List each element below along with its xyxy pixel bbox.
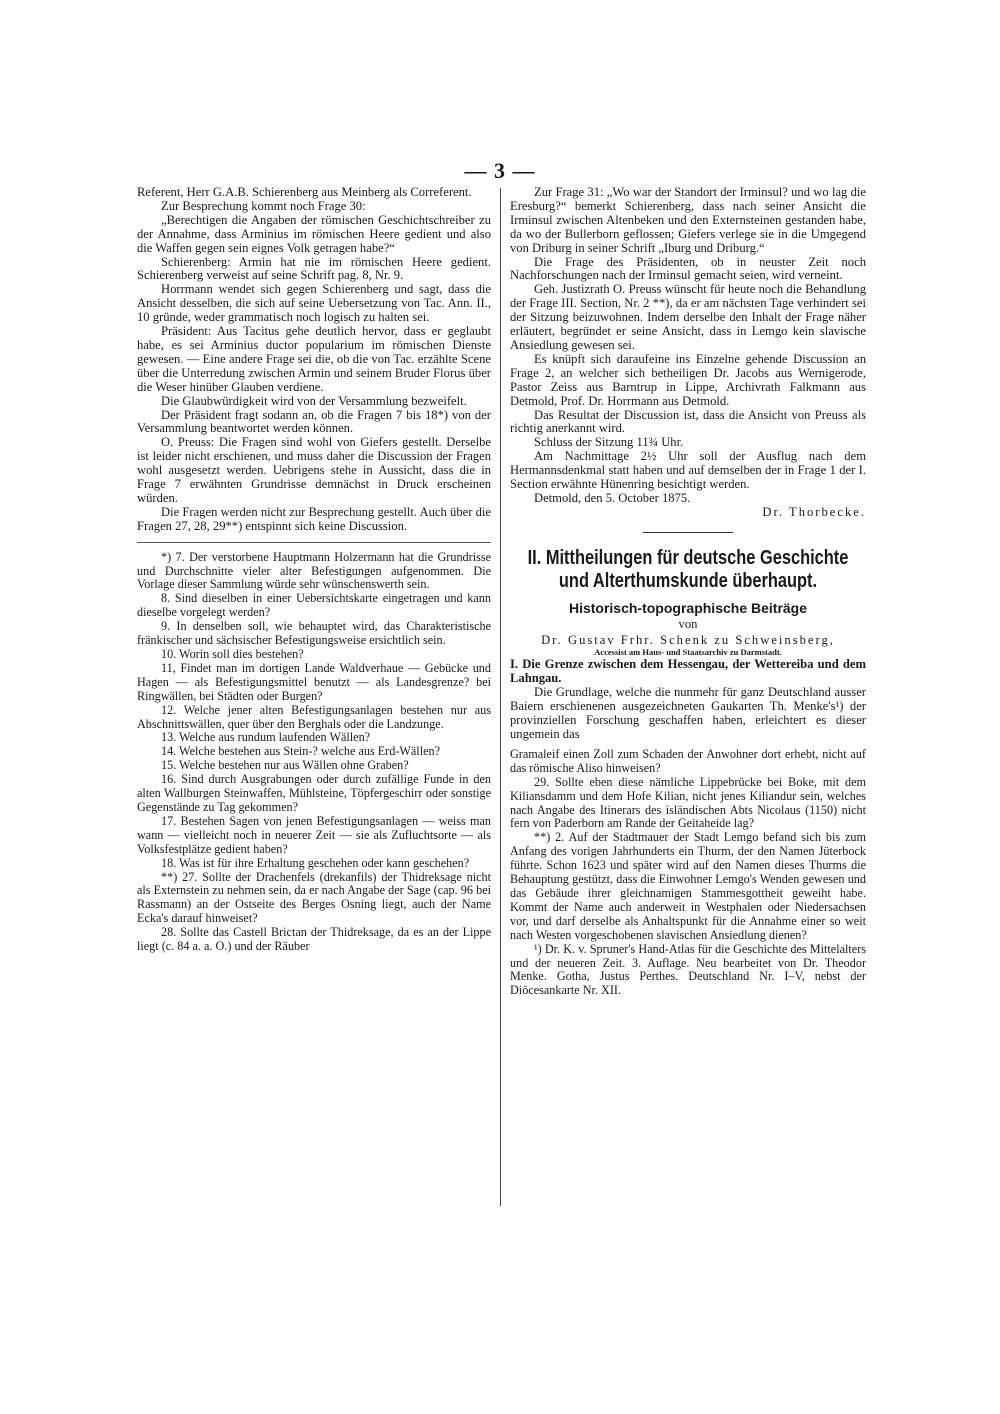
- left-column: [137, 186, 491, 954]
- paragraph: Die Fragen werden nicht zur Besprechung gestellt. Auch über die Fragen 27, 28, 29**) entspinnt sich keine Discussion.: [137, 504, 491, 533]
- footnote: 29. Sollte eben diese nämliche Lippebrücke bei Boke, mit dem Kiliansdamm und dem Hofe Kilian, nicht jenes Kiliandur sein, welches nach Angabe des Itinerars des isländischen Abts Nicolaus (1150) nicht fern von Paderborn am Rande der Geitaheide lag?: [510, 774, 866, 831]
- column-divider: [500, 188, 501, 1206]
- footnote: 14. Welche bestehen aus Stein-? welche aus Erd-Wällen?: [161, 744, 440, 759]
- right-column: [510, 186, 866, 998]
- paragraph: Es knüpft sich daraufeine ins Einzelne gehende Discussion an Frage 2, an welcher sich betheiligen Dr. Jacobs aus Wernigerode, Pastor Zeiss aus Barntrup in Lippe, Archivrath Falkmann aus Detmold, Prof. Dr. Horrmann aus Detmold.: [510, 351, 866, 408]
- paragraph: Der Präsident fragt sodann an, ob die Fragen 7 bis 18*) von der Versammlung beantwortet werden können.: [137, 407, 491, 436]
- paragraph: Am Nachmittage 2½ Uhr soll der Ausflug nach dem Hermannsdenkmal statt haben und auf demselben der in Frage 1 der I. Section erwähnte Hünenring besichtigt werden.: [510, 449, 866, 492]
- footnote: **) 2. Auf der Stadtmauer der Stadt Lemgo befand sich bis zum Anfang des vorigen Jahrhunderts ein Thurm, der den Namen Jüterbock führte. Schon 1623 und später wird auf den Namen dieses Thurms die Behauptung gestützt, dass die Einwohner Lemgo's Wenden gewesen und das Gebäude ihrer gleichnamigen Stammesgottheit geweiht habe. Kommt der Name auch anderweit in Westphalen oder Niedersachsen vor, und darf derselbe als Anhaltspunkt für die Annahme einer so weit nach Westen vorgeschobenen slavischen Ansiedlung dienen?: [510, 830, 866, 942]
- footnotes-left: [137, 551, 491, 954]
- section-title: II. Mittheilungen für deutsche Geschichte und Alterthumskunde überhaupt.: [527, 546, 849, 592]
- paragraph: Referent, Herr G.A.B. Schierenberg aus Meinberg als Correferent.: [137, 185, 472, 199]
- footnote-divider: [137, 542, 491, 543]
- footnote: *) 7. Der verstorbene Hauptmann Holzermann hat die Grundrisse und Durchschnitte vieler alter Befestigungen aufgenommen. Die Vorlage dieser Sammlung würde sehr wünschenswerth sein.: [137, 549, 491, 592]
- paragraph: Geh. Justizrath O. Preuss wünscht für heute noch die Behandlung der Frage III. Section, Nr. 2 **), da er am nächsten Tage verhindert sei der Sitzung beizuwohnen. Indem derselbe den Inhalt der Frage näher erläutert, begründet er seine Ansicht, dass in Lemgo kein slavische Ansiedlung gewesen sei.: [510, 282, 866, 352]
- footnote: 15. Welche bestehen nur aus Wällen ohne Graben?: [161, 758, 409, 773]
- paragraph: Zur Besprechung kommt noch Frage 30:: [161, 198, 366, 213]
- footnote: 8. Sind dieselben in einer Uebersichtskarte eingetragen und kann dieselbe vorgelegt werden?: [137, 591, 491, 620]
- footnote: 11, Findet man im dortigen Lande Waldverhaue — Gebücke und Hagen — als Befestigungsmittel benutzt — als Landesgrenze? bei Ringwällen, bei Städten oder Burgen?: [137, 660, 491, 703]
- footnote: 12. Welche jener alten Befestigungsanlagen bestehen nur aus Abschnittswällen, quer über den Berghals oder die Landzunge.: [137, 702, 491, 731]
- paragraph: Die Glaubwürdigkeit wird von der Versammlung bezweifelt.: [161, 393, 467, 408]
- footnote: 18. Was ist für ihre Erhaltung geschehen oder kann geschehen?: [161, 855, 470, 870]
- footnote: 16. Sind durch Ausgrabungen oder durch zufällige Funde in den alten Wallburgen Steinwaffen, Mühlsteine, Töpfergeschirr oder sonstige Gegenstände zu Tag gekommen?: [137, 772, 491, 814]
- footnote: 17. Bestehen Sagen von jenen Befestigungsanlagen — weiss man wann — vielleicht noch in neuerer Zeit — sie als Zufluchtsorte — als Volksfestplätze gedient haben?: [137, 813, 491, 856]
- paragraph: Schluss der Sitzung 11¾ Uhr.: [534, 435, 684, 450]
- author-role: Accessist am Haus- und Staatsarchiv zu Darmstadt.: [594, 647, 782, 658]
- footnote: **) 27. Sollte der Drachenfels (drekanfils) der Thidreksage nicht als Externstein zu nehmen sein, da er nach Angabe der Sage (cap. 96 bei Rassmann) an der Ostseite des Berges Osning liegt, auch der Name Ecka's darauf hinweiset?: [137, 869, 491, 926]
- article-subtitle: Historisch-topographische Beiträge: [568, 599, 808, 616]
- footnotes-right: [510, 748, 866, 998]
- author-von: von: [678, 616, 698, 631]
- paragraph: Das Resultat der Discussion ist, dass die Ansicht von Preuss als richtig anerkannt wird.: [510, 407, 866, 436]
- footnote: 10. Worin soll dies bestehen?: [161, 647, 304, 661]
- page-number: — 3 —: [464, 158, 536, 183]
- paragraph: Horrmann wendet sich gegen Schierenberg und sagt, dass die Ansicht desselben, die sich auf seine Uebersetzung von Tac. Ann. II., 10 gründe, weder grammatisch noch logisch zu halten sei.: [137, 282, 491, 325]
- paragraph: „Berechtigen die Angaben der römischen Geschichtschreiber zu der Annahme, dass Arminius im römischen Heere gedient und also die Waffen gegen sein eignes Volk getragen habe?“: [137, 212, 491, 255]
- section-divider: [643, 532, 733, 533]
- signature: Dr. Thorbecke.: [762, 504, 866, 519]
- paragraph: Die Frage des Präsidenten, ob in neuster Zeit noch Nachforschungen nach der Irminsul gemacht seien, wird verneint.: [510, 254, 866, 283]
- author-name: Dr. Gustav Frhr. Schenk zu Schweinsberg,: [541, 632, 835, 647]
- paragraph: Schierenberg: Armin hat nie im römischen Heere gedient. Schierenberg verweist auf seine Schrift pag. 8, Nr. 9.: [137, 254, 491, 283]
- paragraph: Präsident: Aus Tacitus gehe deutlich hervor, dass er geglaubt habe, es sei Arminius ductor popularium im römischen Dienste gewesen. — Eine andere Frage sei die, ob die von Tac. erzählte Scene über die Unterredung zwischen Armin und seinem Bruder Florus über die Weser hinüber Glauben verdiene.: [137, 324, 491, 394]
- footnote: 28. Sollte das Castell Brictan der Thidreksage, da es an der Lippe liegt (c. 84 a. a. O.) und der Räuber: [137, 925, 491, 954]
- footnote: 13. Welche aus rundum laufenden Wällen?: [161, 730, 371, 745]
- chapter-heading: I. Die Grenze zwischen dem Hessengau, der Wettereiba und dem Lahngau.: [510, 657, 866, 686]
- footnote: 9. In denselben soll, wie behauptet wird, das Charakteristische fränkischer und sächsischer Befestigungsweise ersichtlich sein.: [137, 619, 491, 648]
- paragraph: Zur Frage 31: „Wo war der Standort der Irminsul? und wo lag die Eresburg?“ bemerkt Schierenberg, dass nach seiner Ansicht die Irminsul zwischen Altenbeken und den Externsteinen gestanden habe, da wo der Bullerborn geflossen; Giefers verlege sie in die Umgegend von Driburg in seiner Schrift „Iburg und Driburg.“: [510, 185, 866, 255]
- footnote: ¹) Dr. K. v. Spruner's Hand-Atlas für die Geschichte des Mittelalters und der neueren Zeit. 3. Auflage. Neu bearbeitet von Dr. Theodor Menke. Gotha, Justus Perthes. Deutschland Nr. I–V, nebst der Diöcesankarte Nr. XII.: [510, 941, 866, 998]
- paragraph: O. Preuss: Die Fragen sind wohl von Giefers gestellt. Derselbe ist leider nicht erschienen, und muss daher die Discussion der Fragen wohl ausgesetzt werden. Uebrigens stehe in Aussicht, dass die in Frage 7 erwähnten Grundrisse demnächst in Druck erscheinen würden.: [137, 435, 491, 505]
- paragraph: Die Grundlage, welche die nunmehr für ganz Deutschland ausser Baiern erschienenen ausgezeichneten Gaukarten Th. Menke's¹) der provinziellen Forschung geschaffen haben, erleichtert es dieser ungemein das: [510, 685, 866, 741]
- dateline: Detmold, den 5. October 1875.: [534, 490, 691, 505]
- footnote: Gramaleif einen Zoll zum Schaden der Anwohner dort erhebt, nicht auf das römische Aliso hinweisen?: [510, 746, 866, 775]
